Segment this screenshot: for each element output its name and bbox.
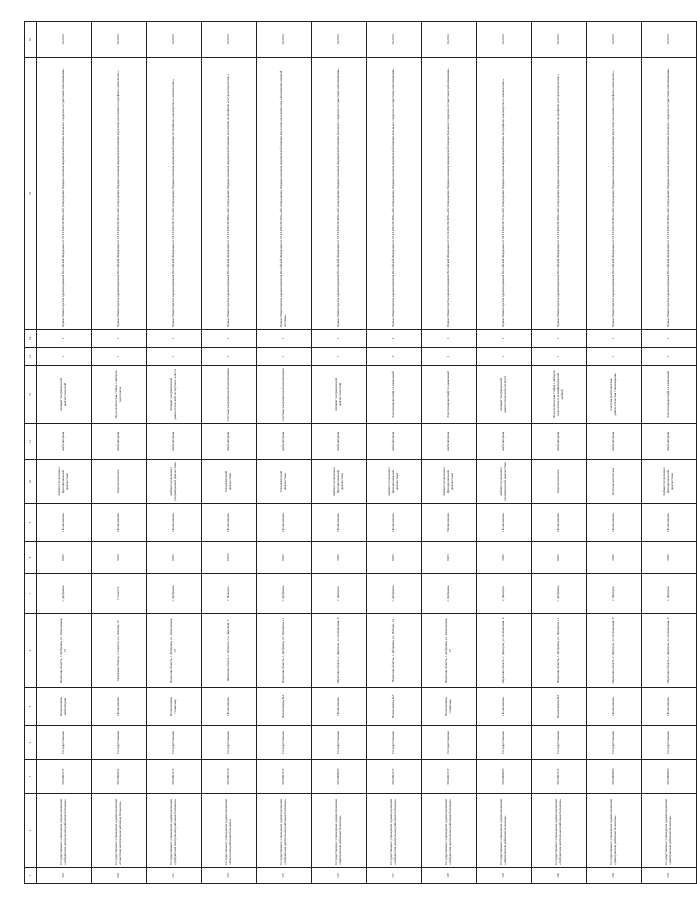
care-type-cell: Амбулаторная [422,423,477,459]
organization-name-cell: Государственное учреждение здравоохранения «Добрянская центральная районная больница» [532,793,587,867]
required-quantity-cell: 1 [202,347,257,365]
row-number-cell: 133 [642,867,697,883]
row-number-cell: 101 [37,867,92,883]
available-quantity-cell: 1 [312,329,367,347]
care-type-cell: Амбулаторная [147,423,202,459]
available-quantity-cell: 1 [642,329,697,347]
table-row [202,21,257,883]
table-row [257,21,312,883]
address-cell: Пермская область, г. Дмитров, ул. Больничная, 8 [312,613,367,687]
date-cell: 10.2014 [587,21,642,57]
care-type-cell: Амбулаторная [367,423,422,459]
department-cell: Кабинет (отделение) ультразвуковой диагностики [477,459,532,503]
equipment-name-cell: Система ультразвуковой визуализации [257,365,312,423]
available-quantity-cell: 1 [422,329,477,347]
locality-cell: г. Добрянка [37,573,92,613]
locality-cell: г. Добрянка [422,573,477,613]
inn-cell: 6914001317 [367,759,422,793]
equipment-name-cell: Эндоскопическая стойка с набором эндоскопов и дезинфекционной мойкой [532,365,587,423]
inn-cell: 6914001317 [257,759,312,793]
date-cell: 10.2014 [642,21,697,57]
inn-cell: 6914000231 [92,759,147,793]
address-cell: Пермская область, г. Добрянка, ул. Разведчиков, 27 [422,613,477,687]
equipment-name-cell: Электрокардиограф 12-канальный [422,365,477,423]
required-quantity-cell: 1 [422,347,477,365]
code-cell: 5036 [587,541,642,573]
unit-type-cell: Поликлиника [312,503,367,541]
locality-cell: г. Добрянка [367,573,422,613]
required-quantity-cell: 1 [587,347,642,365]
facility-kind-cell: Поликлиника [477,687,532,725]
care-type-cell: Амбулаторная [642,423,697,459]
organization-name-cell: Государственное учреждение здравоохранения «Дмитровская районная больница» [312,793,367,867]
inn-cell: 6914001317 [422,759,477,793]
available-quantity-cell: 1 [587,329,642,347]
required-quantity-cell: 1 [92,347,147,365]
regulatory-basis-cell: Приказ Министерства здравоохранения Российской Федерации от 01.11.2012 № 572н «Об утверждении Порядка оказания медицинской помощи по профилю «акушерство и гинекология»» [147,57,202,329]
column-number-header: 7 [25,573,37,613]
date-cell: 10.2014 [202,21,257,57]
available-quantity-cell: 1 [257,329,312,347]
care-type-cell: Амбулаторная [37,423,92,459]
required-quantity-cell: 1 [37,347,92,365]
table-row [367,21,422,883]
column-number-header: 16 [25,21,37,57]
unit-type-cell: Поликлиника [92,503,147,541]
code-cell: 8205 [367,541,422,573]
regulatory-basis-cell: Приказ Министерства здравоохранения Российской Федерации от 15.11.2012 № 918н «Об утверждении Порядка оказания медицинской помощи больным с сердечно-сосудистыми заболеваниями» [642,57,697,329]
facility-kind-cell: Поликлиника, стационар [147,687,202,725]
available-quantity-cell: 1 [202,329,257,347]
code-cell: 8205 [532,541,587,573]
organization-name-cell: Государственное учреждение здравоохранения «Дмитровская районная больница» [477,793,532,867]
code-cell: 5036 [642,541,697,573]
row-number-cell: 117 [367,867,422,883]
required-quantity-cell: 1 [532,347,587,365]
regulatory-basis-cell: Приказ Министерства здравоохранения Российской Федерации от 15.11.2012 № 926н «Об утверждении Порядка оказания медицинской помощи взрослому населению при заболеваниях нервной системы» [257,57,312,329]
column-number-header: 11 [25,423,37,459]
column-number-header: 6 [25,613,37,687]
ownership-form-cell: Государственная [367,725,422,759]
unit-type-cell: Поликлиника [532,503,587,541]
column-number-header: 2 [25,793,37,867]
row-number-cell: 116 [312,867,367,883]
inn-cell: 6914000085 [477,759,532,793]
inn-cell: 6914001317 [37,759,92,793]
equipment-name-cell: Эндоскопическая стойка с набором эндоскопов [92,365,147,423]
ownership-form-cell: Государственная [532,725,587,759]
equipment-name-cell: Аппарат ультразвуковой диагностический [37,365,92,423]
column-number-header: 14 [25,329,37,347]
column-number-header: 4 [25,725,37,759]
organization-name-cell: Государственное учреждение здравоохранения «Дмитровская районная больница» [642,793,697,867]
date-cell: 10.2014 [37,21,92,57]
column-number-header: 5 [25,687,37,725]
regulatory-basis-cell: Приказ Министерства здравоохранения Российской Федерации от 12.11.2012 № 906н «Об утверждении Порядка оказания медицинской помощи населению по профилю «гастроэнтерология»» [202,57,257,329]
inn-cell: 6914000085 [587,759,642,793]
unit-type-cell: Поликлиника [477,503,532,541]
equipment-name-cell: Аппарат ультразвуковой диагностический экспертного класса [147,365,202,423]
address-cell: Пермская область, г. Добрянка, ул. Разведчиков, 27 [37,613,92,687]
department-cell: Кабинет (отделение) функциональной диагностики [37,459,92,503]
required-quantity-cell: 1 [477,347,532,365]
facility-kind-cell: Поликлиника [642,687,697,725]
ownership-form-cell: Государственная [202,725,257,759]
date-cell: 10.2014 [477,21,532,57]
row-number-cell: 119 [477,867,532,883]
address-cell: Пермская область, г. Дмитров, ул. Больничная, 8 [477,613,532,687]
address-cell: Пермская область, г. Добрянка, ул. Пушкина, 11 [257,613,312,687]
department-cell: Эндоскопическое [92,459,147,503]
facility-kind-cell: Поликлиника №3 [367,687,422,725]
required-quantity-cell: 1 [147,347,202,365]
regulatory-basis-cell: Приказ Министерства здравоохранения Российской Федерации от 15.11.2012 № 918н «Об утверждении Порядка оказания медицинской помощи больным с сердечно-сосудистыми заболеваниями» [37,57,92,329]
date-cell: 10.2014 [422,21,477,57]
unit-type-cell: Поликлиника [37,503,92,541]
table-row [37,21,92,883]
required-quantity-cell: 1 [642,347,697,365]
care-type-cell: Амбулаторная [477,423,532,459]
available-quantity-cell: 1 [37,329,92,347]
date-cell: 10.2014 [257,21,312,57]
available-quantity-cell: 2 [367,329,422,347]
table-row [587,21,642,883]
ownership-form-cell: Государственная [477,725,532,759]
inn-cell: 6914000085 [642,759,697,793]
locality-cell: г. Добрянка [532,573,587,613]
address-cell: Пермская область, г. Дмитров, ул. Больничная, 8 [587,613,642,687]
department-cell: Кабинет (отделение) функциональной диагностики [642,459,697,503]
rotated-table-sheet [24,22,674,884]
locality-cell: г. Добрянка [257,573,312,613]
unit-type-cell: Поликлиника [202,503,257,541]
available-quantity-cell: 1 [147,329,202,347]
table-row [477,21,532,883]
row-number-cell: 114 [202,867,257,883]
ownership-form-cell: Государственная [147,725,202,759]
required-quantity-cell: 2 [367,347,422,365]
department-cell: Кабинет (отделение) функциональной диагностики [367,459,422,503]
column-number-header: 12 [25,365,37,423]
facility-kind-cell: Поликлиника [92,687,147,725]
care-type-cell: Амбулаторная [92,423,147,459]
equipment-name-cell: Аппарат ультразвуковой диагностический (эксперт) [477,365,532,423]
ownership-form-cell: Государственная [587,725,642,759]
address-cell: Пермская область, г. Добрянка, ул. Разведчиков, 27 [147,613,202,687]
regulatory-basis-cell: Приказ Министерства здравоохранения Российской Федерации от 01.11.2012 № 572н «Об утверждении Порядка оказания медицинской помощи по профилю «акушерство и гинекология»» [477,57,532,329]
department-cell: Кабинет (отделение) функциональной диагностики [312,459,367,503]
column-number-row [25,21,37,883]
table-row [147,21,202,883]
address-cell: Пермская область, г. Ильинск, ул. Заречная, 5 [202,613,257,687]
date-cell: 10.2014 [367,21,422,57]
organization-name-cell: Государственное учреждение здравоохранения «Добрянская центральная районная больница» [422,793,477,867]
regulatory-basis-cell: Приказ Министерства здравоохранения Российской Федерации от 15.11.2012 № 918н «Об утверждении Порядка оказания медицинской помощи больным с сердечно-сосудистыми заболеваниями» [367,57,422,329]
unit-type-cell: Поликлиника [587,503,642,541]
address-cell: Пермская область, г. Советск, ул. Ленина, 15 [92,613,147,687]
organization-name-cell: Государственное учреждение здравоохранения «Ильинская районная больница» [202,793,257,867]
inn-cell: 6914001210 [202,759,257,793]
care-type-cell: Амбулаторная [587,423,642,459]
inn-cell: 6914000085 [312,759,367,793]
locality-cell: г. Дмитров [642,573,697,613]
facility-kind-cell: Поликлиника, амбулатория [37,687,92,725]
regulatory-basis-cell: Приказ Министерства здравоохранения Российской Федерации от 15.11.2012 № 918н «Об утверждении Порядка оказания медицинской помощи больным с сердечно-сосудистыми заболеваниями» [312,57,367,329]
department-cell: Рентгенологическое [587,459,642,503]
regulatory-basis-cell: Приказ Министерства здравоохранения Российской Федерации от 12.11.2012 № 906н «Об утверждении Порядка оказания медицинской помощи населению по профилю «гастроэнтерология»» [532,57,587,329]
locality-cell: г. Дмитров [312,573,367,613]
facility-kind-cell: Поликлиника [312,687,367,725]
ownership-form-cell: Государственная [92,725,147,759]
date-cell: 10.2014 [147,21,202,57]
table-row [532,21,587,883]
regulatory-basis-cell: Приказ Министерства здравоохранения Российской Федерации от 15.11.2012 № 915н «Об утверждении Порядка оказания медицинской помощи взрослому населению по профилю «онкология»» [587,57,642,329]
unit-type-cell: Поликлиника [422,503,477,541]
required-quantity-cell: 1 [312,347,367,365]
table-row [642,21,697,883]
code-cell: 5233 [92,541,147,573]
organization-name-cell: Государственное учреждение здравоохранения «Добрянская центральная районная больница» [37,793,92,867]
ownership-form-cell: Государственная [422,725,477,759]
inn-cell: 6914001317 [147,759,202,793]
equipment-name-cell: Электрокардиограф 12-канальный [642,365,697,423]
facility-kind-cell: Поликлиника №2 [532,687,587,725]
column-number-header: 1 [25,867,37,883]
required-quantity-cell: 1 [257,347,312,365]
facility-kind-cell: Поликлиника №2 [257,687,312,725]
table-row [422,21,477,883]
ownership-form-cell: Государственная [257,725,312,759]
available-quantity-cell: 1 [532,329,587,347]
table-row [92,21,147,883]
department-cell: Ультразвуковой диагностики [257,459,312,503]
column-number-header: 10 [25,459,37,503]
locality-cell: г. Ильинск [202,573,257,613]
code-cell: 10233 [202,541,257,573]
equipment-table [24,21,697,884]
row-number-cell: 118 [422,867,477,883]
code-cell: 8205 [37,541,92,573]
facility-kind-cell: Поликлиника, стационар [422,687,477,725]
organization-name-cell: Государственное учреждение здравоохранения «Добрянская центральная районная больница» [367,793,422,867]
date-cell: 10.2014 [92,21,147,57]
care-type-cell: Амбулаторная [257,423,312,459]
facility-kind-cell: Поликлиника [587,687,642,725]
column-number-header: 3 [25,759,37,793]
ownership-form-cell: Государственная [312,725,367,759]
address-cell: Пермская область, г. Добрянка, ул. Пушкина, 11 [532,613,587,687]
code-cell: 8205 [257,541,312,573]
organization-name-cell: Государственное учреждение здравоохранения «Добрянская центральная районная больница» [257,793,312,867]
available-quantity-cell: 1 [92,329,147,347]
organization-name-cell: Государственное учреждение здравоохранения «Советская центральная районная больница» [92,793,147,867]
row-number-cell: 102 [92,867,147,883]
code-cell: 8205 [147,541,202,573]
locality-cell: г. Советск [92,573,147,613]
row-number-cell: 130 [587,867,642,883]
row-number-cell: 120 [532,867,587,883]
row-number-cell: 115 [257,867,312,883]
regulatory-basis-cell: Приказ Министерства здравоохранения Российской Федерации от 15.11.2012 № 918н «Об утверждении Порядка оказания медицинской помощи больным с сердечно-сосудистыми заболеваниями» [422,57,477,329]
ownership-form-cell: Государственная [37,725,92,759]
available-quantity-cell: 1 [477,329,532,347]
unit-type-cell: Поликлиника [257,503,312,541]
column-number-header: 9 [25,503,37,541]
date-cell: 10.2014 [532,21,587,57]
locality-cell: г. Добрянка [147,573,202,613]
organization-name-cell: Государственное учреждение здравоохранения «Дмитровская районная больница» [587,793,642,867]
care-type-cell: Амбулаторная [312,423,367,459]
locality-cell: г. Дмитров [587,573,642,613]
locality-cell: г. Дмитров [477,573,532,613]
care-type-cell: Амбулаторная [202,423,257,459]
unit-type-cell: Поликлиника [642,503,697,541]
equipment-name-cell: Система ультразвуковой визуализации [202,365,257,423]
address-cell: Пермская область, г. Добрянка, ул. Победы, 12 [367,613,422,687]
column-number-header: 13 [25,347,37,365]
row-number-cell: 112 [147,867,202,883]
unit-type-cell: Поликлиника [367,503,422,541]
unit-type-cell: Поликлиника [147,503,202,541]
address-cell: Пермская область, г. Дмитров, ул. Больничная, 8 [642,613,697,687]
facility-kind-cell: Поликлиника [202,687,257,725]
equipment-name-cell: Аппарат ультразвуковой диагностический [312,365,367,423]
department-cell: Кабинет (отделение) ультразвуковой диагностики [147,459,202,503]
organization-name-cell: Государственное учреждение здравоохранения «Добрянская центральная районная больница» [147,793,202,867]
table-row [312,21,367,883]
equipment-name-cell: Электрокардиограф 12-канальный [367,365,422,423]
date-cell: 10.2014 [312,21,367,57]
department-cell: Ультразвуковой диагностики [202,459,257,503]
equipment-name-cell: Система рентгеновская диагностическая стационарная [587,365,642,423]
ownership-form-cell: Государственная [642,725,697,759]
care-type-cell: Амбулаторная [532,423,587,459]
column-number-header: 15 [25,57,37,329]
regulatory-basis-cell: Приказ Министерства здравоохранения Российской Федерации от 15.11.2012 № 915н «Об утверждении Порядка оказания медицинской помощи взрослому населению по профилю «онкология»» [92,57,147,329]
inn-cell: 6914001317 [532,759,587,793]
code-cell: 8205 [422,541,477,573]
department-cell: Эндоскопическое [532,459,587,503]
department-cell: Кабинет (отделение) функциональной диагностики [422,459,477,503]
column-number-header: 8 [25,541,37,573]
code-cell: 5036 [477,541,532,573]
code-cell: 5036 [312,541,367,573]
